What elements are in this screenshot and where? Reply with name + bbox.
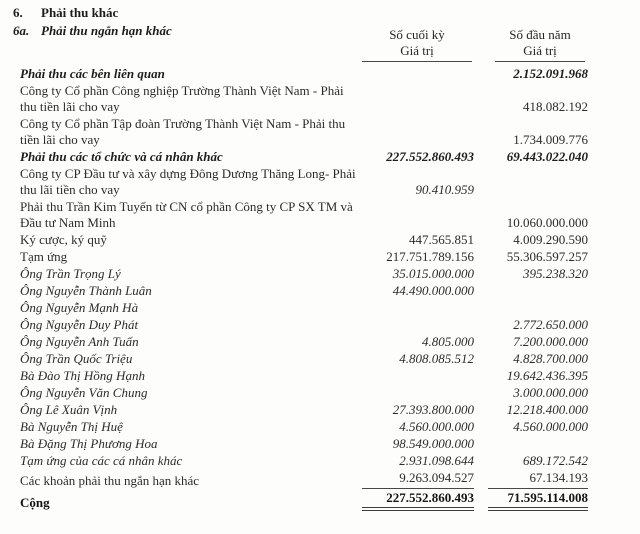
column-title: Số cuối kỳ — [389, 27, 445, 42]
table-row — [20, 402, 618, 418]
table-row — [20, 368, 618, 384]
table-row — [20, 419, 618, 435]
row-label: Ông Nguyễn Văn Chung — [20, 385, 148, 400]
row-label: Ông Nguyễn Anh Tuấn — [20, 334, 139, 349]
table-row — [20, 470, 618, 489]
table-row — [20, 436, 618, 452]
value-begin-period: 4.009.290.590 — [513, 232, 588, 247]
value-begin-period: 2.772.650.000 — [513, 317, 588, 332]
row-label: Bà Đặng Thị Phương Hoa — [20, 436, 158, 451]
value-begin-period: 12.218.400.000 — [506, 402, 588, 417]
value-end-period: 2.931.098.644 — [399, 453, 474, 468]
row-label: Tạm ứng — [20, 249, 68, 264]
subsection-number: 6a. — [13, 23, 30, 38]
table-row — [20, 317, 618, 333]
value-end-period: 35.015.000.000 — [392, 266, 474, 281]
value-begin-period: 10.060.000.000 — [506, 215, 588, 230]
value-begin-period: 19.642.436.395 — [506, 368, 588, 383]
column-subtitle: Giá trị — [400, 43, 434, 58]
value-begin-period: 71.595.114.008 — [488, 490, 588, 511]
table-row — [20, 385, 618, 401]
table-row — [20, 66, 618, 82]
column-header-begin-period — [495, 27, 585, 62]
value-end-period: 227.552.860.493 — [386, 149, 474, 164]
total-row — [20, 490, 618, 511]
value-begin-period: 2.152.091.968 — [513, 66, 588, 81]
table-row — [20, 249, 618, 265]
value-begin-period: 67.134.193 — [488, 470, 588, 489]
row-label: Công ty CP Đầu tư và xây dựng Đông Dương Thăng Long- Phải thu lãi tiền cho vay — [20, 166, 356, 197]
value-begin-period: 55.306.597.257 — [506, 249, 588, 264]
row-label: Cộng — [20, 495, 50, 510]
value-end-period: 4.560.000.000 — [399, 419, 474, 434]
table-row — [20, 116, 618, 148]
row-label: Ông Nguyễn Duy Phát — [20, 317, 139, 332]
table-row — [20, 166, 618, 198]
table-row — [20, 300, 618, 316]
row-label: Phải thu các tổ chức và cá nhân khác — [20, 149, 223, 164]
value-end-period: 227.552.860.493 — [362, 490, 474, 511]
value-begin-period: 4.560.000.000 — [513, 419, 588, 434]
value-begin-period: 418.082.192 — [523, 99, 588, 114]
row-label: Phải thu Trần Kim Tuyến từ CN cổ phần Công ty CP SX TM và Đầu tư Nam Minh — [20, 199, 353, 230]
section-title: Phải thu khác — [41, 5, 119, 20]
value-end-period: 4.808.085.512 — [399, 351, 474, 366]
row-label: Công ty Cổ phần Công nghiệp Trường Thành Việt Nam - Phải thu tiền lãi cho vay — [20, 83, 344, 114]
row-label: Ông Nguyễn Mạnh Hà — [20, 300, 139, 315]
column-subtitle: Giá trị — [523, 43, 557, 58]
row-label: Bà Đào Thị Hồng Hạnh — [20, 368, 145, 383]
table-row — [20, 83, 618, 115]
table-row — [20, 283, 618, 299]
value-end-period: 4.805.000 — [422, 334, 474, 349]
value-begin-period: 1.734.009.776 — [513, 132, 588, 147]
table-row — [20, 351, 618, 367]
value-end-period: 27.393.800.000 — [392, 402, 474, 417]
table-row — [20, 199, 618, 231]
section-number: 6. — [13, 5, 23, 20]
receivables-table — [20, 66, 618, 512]
table-row — [20, 266, 618, 282]
value-end-period: 9.263.094.527 — [362, 470, 474, 489]
value-begin-period: 69.443.022.040 — [506, 149, 588, 164]
row-label: Ông Trần Quốc Triệu — [20, 351, 133, 366]
column-title: Số đầu năm — [509, 27, 571, 42]
value-begin-period: 689.172.542 — [523, 453, 588, 468]
value-end-period: 44.490.000.000 — [392, 283, 474, 298]
row-label: Ông Trần Trọng Lý — [20, 266, 121, 281]
column-header-end-period — [362, 27, 472, 62]
section-heading — [13, 4, 640, 22]
row-label: Ông Lê Xuân Vịnh — [20, 402, 118, 417]
value-end-period: 98.549.000.000 — [392, 436, 474, 451]
value-end-period: 90.410.959 — [415, 182, 474, 197]
row-label: Các khoản phải thu ngắn hạn khác — [20, 473, 200, 488]
row-label: Tạm ứng của các cá nhân khác — [20, 453, 183, 468]
row-label: Bà Nguyễn Thị Huệ — [20, 419, 123, 434]
row-label: Phải thu các bên liên quan — [20, 66, 165, 81]
row-label: Ông Nguyễn Thành Luân — [20, 283, 152, 298]
table-row — [20, 453, 618, 469]
table-row — [20, 232, 618, 248]
value-end-period: 447.565.851 — [409, 232, 474, 247]
subsection-title: Phải thu ngắn hạn khác — [41, 23, 172, 38]
table-column-headers — [362, 27, 585, 62]
value-begin-period: 4.828.700.000 — [513, 351, 588, 366]
row-label: Ký cược, ký quỹ — [20, 232, 107, 247]
value-end-period: 217.751.789.156 — [386, 249, 474, 264]
value-begin-period: 3.000.000.000 — [513, 385, 588, 400]
table-row — [20, 149, 618, 165]
table-row — [20, 334, 618, 350]
row-label: Công ty Cổ phần Tập đoàn Trường Thành Việt Nam - Phải thu tiền lãi cho vay — [20, 116, 346, 147]
value-begin-period: 395.238.320 — [523, 266, 588, 281]
value-begin-period: 7.200.000.000 — [513, 334, 588, 349]
